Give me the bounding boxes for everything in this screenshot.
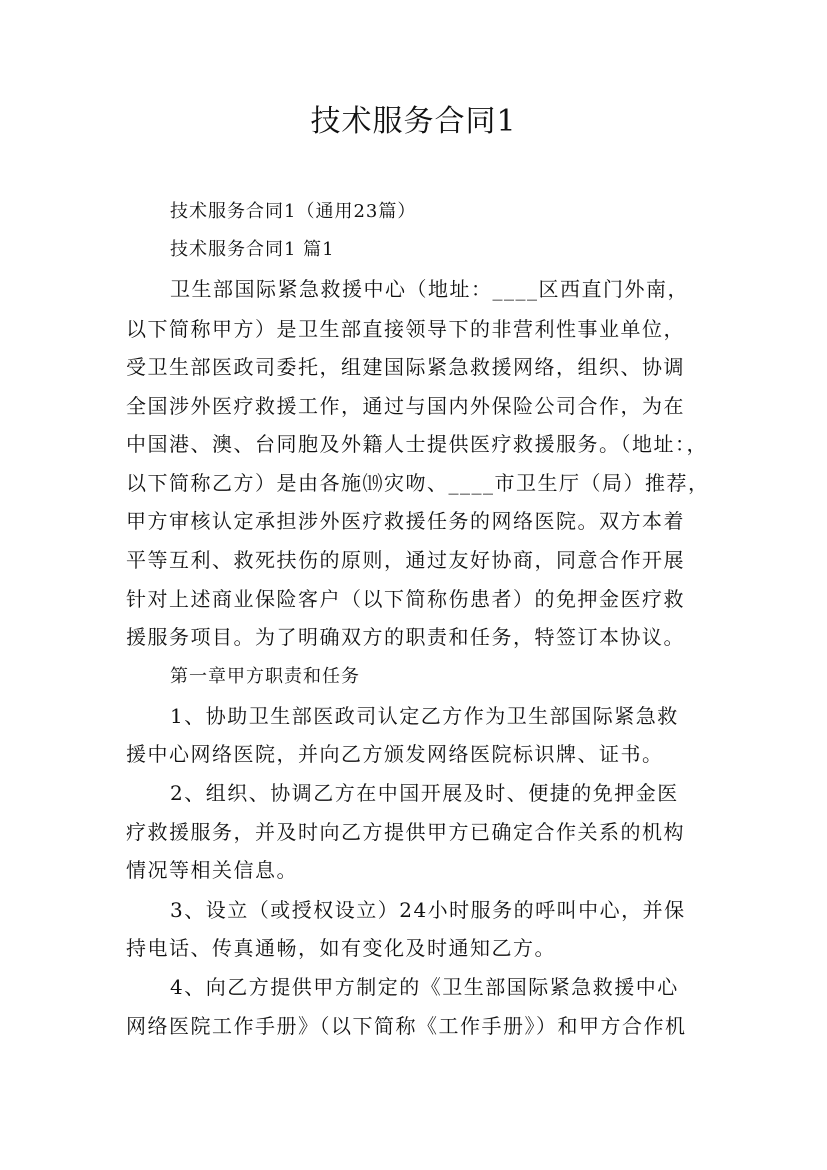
paragraph-line: 2、组织、协调乙方在中国开展及时、便捷的免押金医 xyxy=(170,781,679,805)
paragraph-line: 平等互利、救死扶伤的原则，通过友好协商，同意合作开展 xyxy=(126,548,685,572)
paragraph-line: 疗救援服务，并及时向乙方提供甲方已确定合作关系的机构 xyxy=(126,820,685,844)
document-title: 技术服务合同1 xyxy=(310,104,517,139)
paragraph-line: 以下简称乙方）是由各施⒆灾吻、____市卫生厅（局）推荐， xyxy=(126,471,710,495)
paragraph-line: 甲方审核认定承担涉外医疗救援任务的网络医院。双方本着 xyxy=(126,509,685,533)
paragraph-line: 针对上述商业保险客户（以下简称伤患者）的免押金医疗救 xyxy=(126,587,685,611)
paragraph-line: 援服务项目。为了明确双方的职责和任务，特签订本协议。 xyxy=(126,625,685,649)
paragraph-line: 网络医院工作手册》（以下简称《工作手册》）和甲方合作机 xyxy=(126,1014,687,1038)
paragraph-line: 3、设立（或授权设立）24小时服务的呼叫中心，并保 xyxy=(170,898,686,922)
section-heading: 技术服务合同1 篇1 xyxy=(170,239,335,260)
paragraph-line: 受卫生部医政司委托，组建国际紧急救援网络，组织、协调 xyxy=(126,355,685,379)
paragraph-line: 卫生部国际紧急救援中心（地址：____区西直门外南， xyxy=(170,277,689,301)
paragraph-line: 情况等相关信息。 xyxy=(126,858,298,882)
paragraph-line: 4、向乙方提供甲方制定的《卫生部国际紧急救援中心 xyxy=(170,975,679,999)
paragraph-line: 持电话、传真通畅，如有变化及时通知乙方。 xyxy=(126,936,556,960)
chapter-heading: 第一章甲方职责和任务 xyxy=(170,666,360,687)
paragraph-line: 以下简称甲方）是卫生部直接领导下的非营利性事业单位， xyxy=(126,317,685,341)
paragraph-line: 全国涉外医疗救援工作，通过与国内外保险公司合作，为在 xyxy=(126,394,685,418)
paragraph-line: 中国港、澳、台同胞及外籍人士提供医疗救援服务。（地址：， xyxy=(126,432,708,456)
paragraph-line: 援中心网络医院，并向乙方颁发网络医院标识牌、证书。 xyxy=(126,742,664,766)
paragraph-line: 1、协助卫生部医政司认定乙方作为卫生部国际紧急救 xyxy=(170,704,679,728)
doc-subtitle: 技术服务合同1（通用23篇） xyxy=(170,201,417,222)
